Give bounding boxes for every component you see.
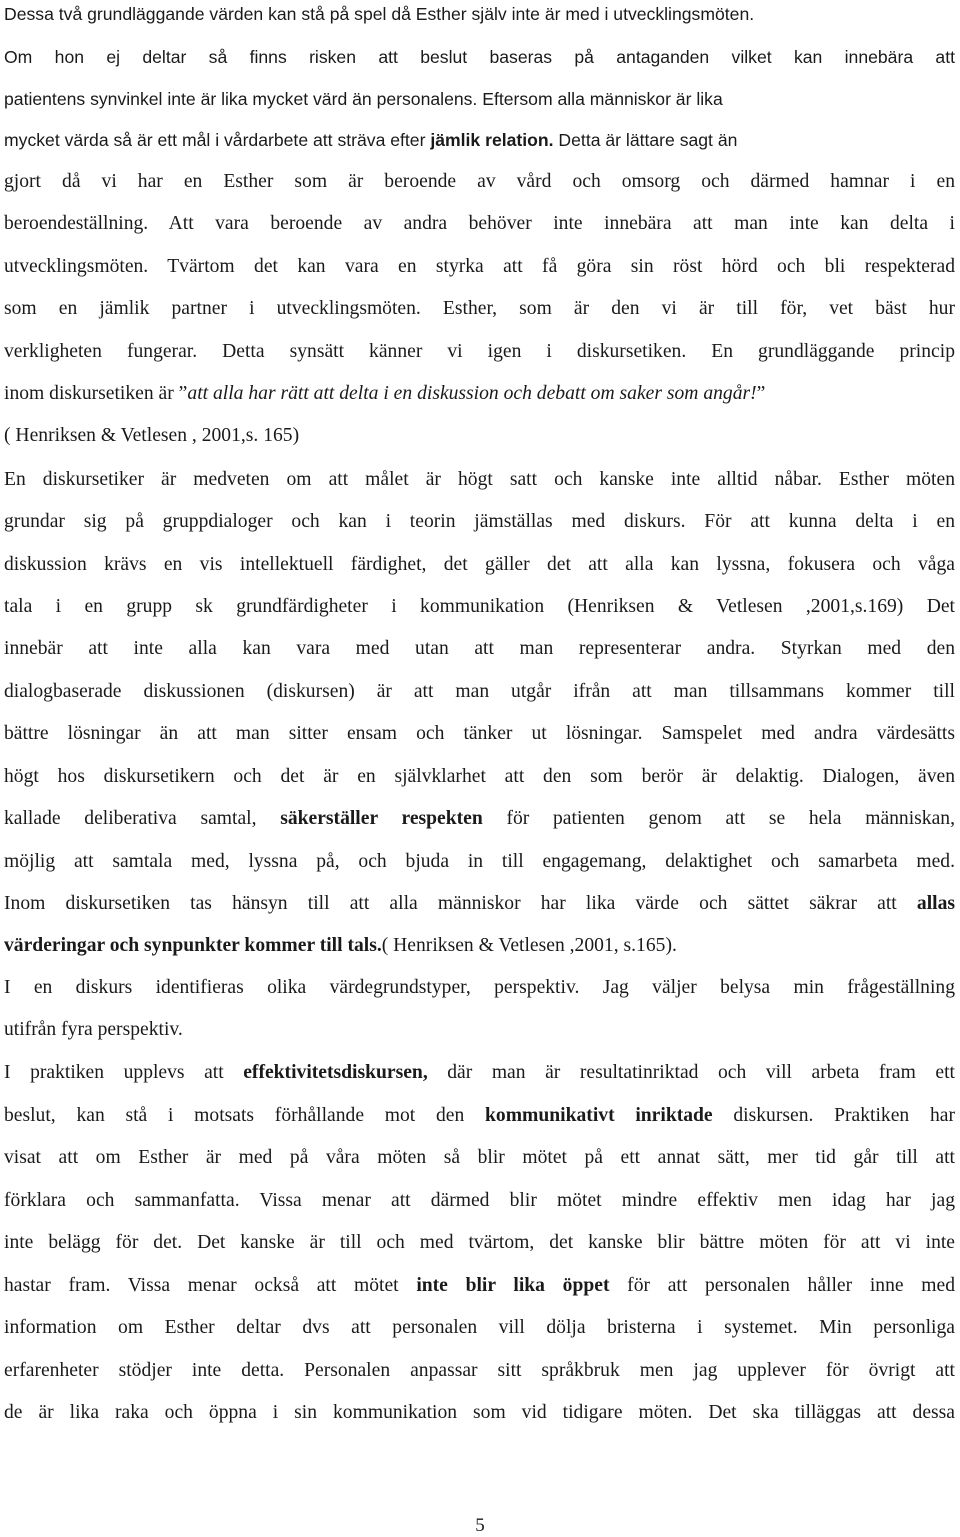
text-run: för att personalen håller inne med — [609, 1275, 956, 1296]
text-run: mycket värda så är ett mål i vårdarbete att sträva efter — [4, 130, 431, 150]
text-run: grundar sig på gruppdialoger och kan i teorin jämställas med diskurs. För att kunna delta i en — [4, 511, 955, 532]
bold-text: kommunikativt inriktade — [485, 1105, 713, 1126]
text-run: diskussion krävs en vis intellektuell färdighet, det gäller det att alla kan lyssna, fokusera och våga — [4, 554, 955, 575]
text-line — [4, 595, 955, 619]
text-run: beslut, kan stå i motsats förhållande mot den — [4, 1105, 486, 1126]
text-line — [4, 1359, 955, 1383]
text-line — [4, 722, 955, 746]
text-line — [4, 1104, 955, 1128]
text-line — [4, 976, 955, 1000]
text-run: innebär att inte alla kan vara med utan att man representerar andra. Styrkan med den — [4, 638, 955, 659]
text-run: högt hos diskursetikern och det är en självklarhet att den som berör är delaktig. Dialogen, även — [4, 766, 955, 787]
text-line — [4, 1018, 955, 1042]
text-line — [4, 553, 955, 577]
text-run: Dessa två grundläggande värden kan stå på spel då Esther själv inte är med i utvecklingsmöten. — [4, 4, 755, 24]
bold-text: allas — [916, 893, 955, 914]
italic-quote: att alla har rätt att delta i en diskussion och debatt om saker som angår! — [187, 383, 757, 404]
text-line — [4, 424, 955, 448]
text-line — [4, 680, 955, 704]
text-line — [4, 807, 955, 831]
text-run: ( Henriksen & Vetlesen , 2001,s. 165) — [4, 425, 300, 446]
text-run: gjort då vi har en Esther som är beroende av vård och omsorg och därmed hamnar i en — [4, 171, 955, 192]
text-run: inom diskursetiken är ” — [4, 383, 188, 404]
text-run: kallade deliberativa samtal, — [4, 808, 281, 829]
text-line — [4, 1316, 955, 1340]
text-line — [4, 2, 955, 26]
text-run: ( Henriksen & Vetlesen ,2001, s.165). — [381, 935, 677, 956]
text-run: som en jämlik partner i utvecklingsmöten. Esther, som är den vi är till för, vet bäst hur — [4, 298, 955, 319]
text-line — [4, 255, 955, 279]
text-run: Detta är lättare sagt än — [553, 130, 738, 150]
text-line — [4, 297, 955, 321]
text-run: beroendeställning. Att vara beroende av andra behöver inte innebära att man inte kan delta i — [4, 213, 955, 234]
text-run: dialogbaserade diskussionen (diskursen) är att man utgår ifrån att man tillsammans kommer till — [4, 681, 955, 702]
text-run: där man är resultatinriktad och vill arbeta fram ett — [427, 1062, 955, 1083]
text-run: I en diskurs identifieras olika värdegrundstyper, perspektiv. Jag väljer belysa min frågeställning — [4, 977, 955, 998]
text-line — [4, 1146, 955, 1170]
text-line — [4, 1401, 955, 1425]
text-run: verkligheten fungerar. Detta synsätt känner vi igen i diskursetiken. En grundläggande princip — [4, 341, 955, 362]
text-line — [4, 892, 955, 916]
bold-text: effektivitetsdiskursen, — [243, 1062, 428, 1083]
text-run: En diskursetiker är medveten om att målet är högt satt och kanske inte alltid nåbar. Esther möten — [4, 469, 955, 490]
text-line — [4, 170, 955, 194]
text-run: information om Esther deltar dvs att personalen vill dölja bristerna i systemet. Min personliga — [4, 1317, 955, 1338]
text-run: tala i en grupp sk grundfärdigheter i kommunikation (Henriksen & Vetlesen ,2001,s.169) Det — [4, 596, 955, 617]
page-number: 5 — [475, 1515, 485, 1536]
text-line — [4, 128, 955, 152]
text-line — [4, 1231, 955, 1255]
text-run: bättre lösningar än att man sitter ensam och tänker ut lösningar. Samspelet med andra värdesätts — [4, 723, 955, 744]
text-line — [4, 1189, 955, 1213]
bold-text: värderingar och synpunkter kommer till tals. — [4, 935, 382, 956]
text-line — [4, 1061, 955, 1085]
text-line — [4, 934, 955, 958]
text-run: för patienten genom att se hela människan, — [482, 808, 955, 829]
text-run: Om hon ej deltar så finns risken att beslut baseras på antaganden vilket kan innebära att — [4, 47, 955, 67]
text-line — [4, 468, 955, 492]
bold-text: säkerställer respekten — [280, 808, 483, 829]
text-run: Inom diskursetiken tas hänsyn till att alla människor har lika värde och sättet säkrar att — [4, 893, 917, 914]
text-run: diskursen. Praktiken har — [712, 1105, 955, 1126]
text-run: patientens synvinkel inte är lika mycket värd än personalens. Eftersom alla människor är lika — [4, 89, 723, 109]
bold-text: inte blir lika öppet — [416, 1275, 610, 1296]
text-run: hastar fram. Vissa menar också att mötet — [4, 1275, 417, 1296]
text-run: erfarenheter stödjer inte detta. Personalen anpassar sitt språkbruk men jag upplever för övrigt att — [4, 1360, 955, 1381]
text-run: visat att om Esther är med på våra möten så blir mötet på ett annat sätt, mer tid går till att — [4, 1147, 955, 1168]
text-run: inte belägg för det. Det kanske är till och med tvärtom, det kanske blir bättre möten för att vi inte — [4, 1232, 955, 1253]
text-run: förklara och sammanfatta. Vissa menar att därmed blir mötet mindre effektiv men idag har jag — [4, 1190, 955, 1211]
text-line — [4, 765, 955, 789]
text-line — [4, 637, 955, 661]
text-run: utifrån fyra perspektiv. — [4, 1019, 183, 1040]
text-line — [4, 510, 955, 534]
text-line — [4, 45, 955, 69]
bold-text: jämlik relation. — [430, 130, 554, 150]
text-run: I praktiken upplevs att — [4, 1062, 244, 1083]
text-run: utvecklingsmöten. Tvärtom det kan vara en styrka att få göra sin röst hörd och bli respekterad — [4, 256, 955, 277]
text-line — [4, 87, 955, 111]
text-line — [4, 850, 955, 874]
text-line — [4, 382, 955, 406]
text-run: de är lika raka och öppna i sin kommunikation som vid tidigare möten. Det ska tilläggas att dessa — [4, 1402, 955, 1423]
text-line — [4, 340, 955, 364]
text-run: ” — [756, 383, 766, 404]
text-run: möjlig att samtala med, lyssna på, och bjuda in till engagemang, delaktighet och samarbeta med. — [4, 851, 955, 872]
text-line — [4, 212, 955, 236]
text-line — [4, 1274, 955, 1298]
